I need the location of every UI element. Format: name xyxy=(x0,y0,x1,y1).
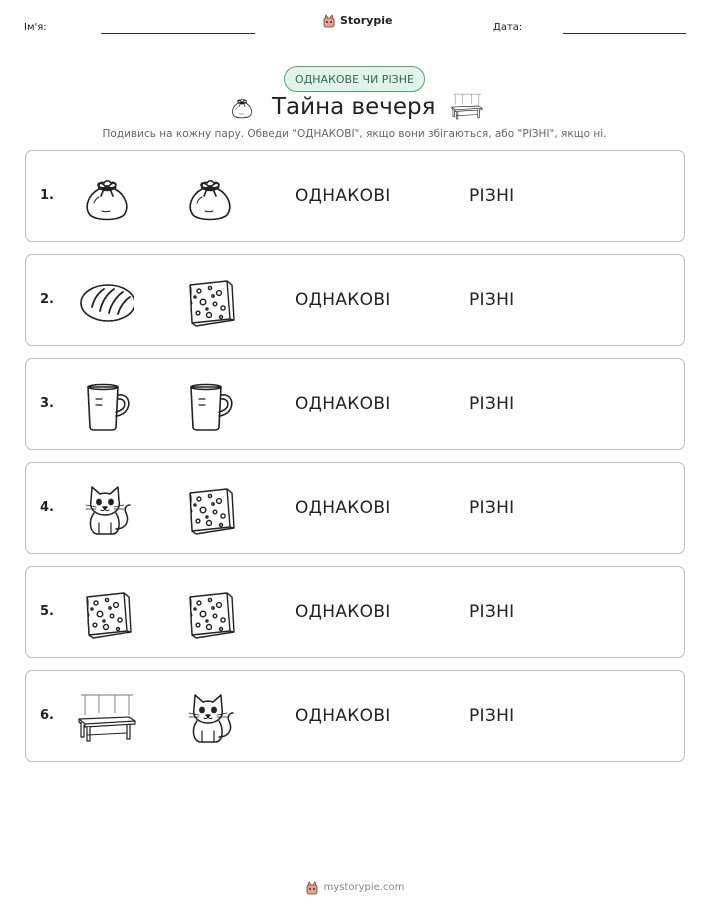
pair-row xyxy=(25,670,685,762)
sponge-icon xyxy=(183,483,237,535)
row-number: 6. xyxy=(40,708,54,723)
footer xyxy=(0,880,709,894)
name-label: Ім'я: xyxy=(24,22,47,33)
different-option[interactable]: РІЗНІ xyxy=(469,186,515,206)
row-number: 2. xyxy=(40,292,54,307)
row-number: 3. xyxy=(40,396,54,411)
footer-url: mystorypie.com xyxy=(323,881,405,893)
bread-icon xyxy=(80,275,134,327)
row-number: 1. xyxy=(40,188,54,203)
pair-row xyxy=(25,254,685,346)
brand-name: Storypie xyxy=(340,13,393,27)
activity-badge: ОДНАКОВЕ ЧИ РІЗНЕ xyxy=(284,66,425,92)
instructions: Подивись на кожну пару. Обведи "ОДНАКОВІ", якщо вони збігаються, або "РІЗНІ", якщо ні. xyxy=(102,128,607,140)
date-field[interactable] xyxy=(563,33,686,34)
cat-icon xyxy=(80,483,134,535)
different-option[interactable]: РІЗНІ xyxy=(469,290,515,310)
different-option[interactable]: РІЗНІ xyxy=(469,498,515,518)
sponge-icon xyxy=(80,587,134,639)
mug-icon xyxy=(183,379,237,431)
sponge-icon xyxy=(183,275,237,327)
table-icon xyxy=(76,691,138,743)
name-field[interactable] xyxy=(101,33,255,34)
storypie-logo-icon xyxy=(305,880,319,894)
row-number: 4. xyxy=(40,500,54,515)
row-number: 5. xyxy=(40,604,54,619)
same-option[interactable]: ОДНАКОВІ xyxy=(295,290,391,310)
different-option[interactable]: РІЗНІ xyxy=(469,394,515,414)
same-option[interactable]: ОДНАКОВІ xyxy=(295,498,391,518)
pair-row xyxy=(25,358,685,450)
cat-icon xyxy=(183,691,237,743)
page-title: Тайна вечеря xyxy=(272,94,436,120)
table-icon xyxy=(448,92,486,120)
different-option[interactable]: РІЗНІ xyxy=(469,602,515,622)
brand xyxy=(322,13,392,27)
different-option[interactable]: РІЗНІ xyxy=(469,706,515,726)
mug-icon xyxy=(80,379,134,431)
pair-row xyxy=(25,566,685,658)
same-option[interactable]: ОДНАКОВІ xyxy=(295,186,391,206)
pouch-icon xyxy=(183,171,237,223)
date-label: Дата: xyxy=(493,22,523,33)
storypie-logo-icon xyxy=(322,13,336,27)
sponge-icon xyxy=(183,587,237,639)
pair-row xyxy=(25,462,685,554)
pouch-icon xyxy=(80,171,134,223)
same-option[interactable]: ОДНАКОВІ xyxy=(295,706,391,726)
same-option[interactable]: ОДНАКОВІ xyxy=(295,602,391,622)
pouch-icon xyxy=(229,92,255,122)
same-option[interactable]: ОДНАКОВІ xyxy=(295,394,391,414)
title-row xyxy=(0,92,709,126)
pair-row xyxy=(25,150,685,242)
